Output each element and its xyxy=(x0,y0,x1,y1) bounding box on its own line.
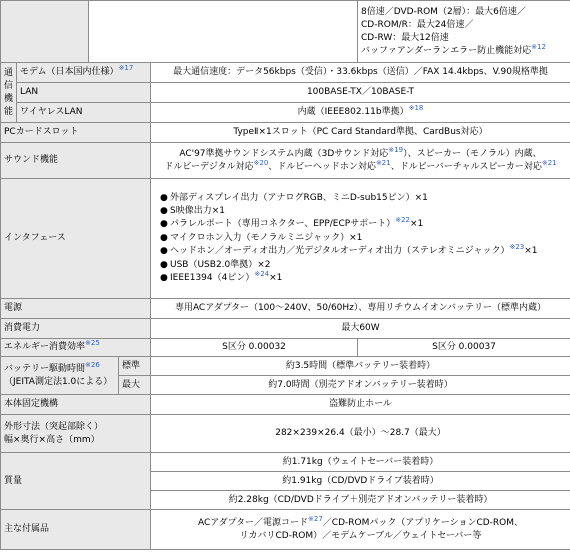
lock-value: 盗難防止ホール xyxy=(151,395,570,415)
efficiency-label: エネルギー消費効率$^{※25}$ xyxy=(1,339,151,357)
optical-line: CD-ROM/R：最大24倍速／ xyxy=(361,19,474,30)
weight-value-2: 約1.91kg（CD/DVDドライブ装着時） xyxy=(151,472,570,491)
footnote-21b: ※21 xyxy=(541,158,557,167)
modem-value: 最大通信速度：データ56kbps（受信）・33.6kbps（送信）／FAX 14.4kbps、V.90規格準拠 xyxy=(151,63,570,83)
accessories-row xyxy=(1,510,570,550)
modem-row xyxy=(1,63,570,83)
battery-label: バッテリー駆動時間$^{※26}$ （JEITA測定法1.0による） xyxy=(1,357,119,395)
wlan-value: 内蔵（IEEE802.11b準拠）$^{※18}$ xyxy=(151,103,570,123)
optical-blank-cell xyxy=(89,1,358,63)
footnote-26: ※26 xyxy=(85,360,100,369)
footnote-27: ※27 xyxy=(308,514,323,523)
lan-value: 100BASE-TX／10BASE-T xyxy=(151,83,570,103)
dims-label: 外形寸法（突起部除く） 幅×奥行×高さ（mm） xyxy=(1,415,151,453)
footnote-21: ※21 xyxy=(375,158,391,167)
list-item: ● S映像出力×1 xyxy=(160,205,225,216)
efficiency-value-1: S区分 0.00032 xyxy=(151,339,358,357)
interface-list xyxy=(154,192,567,286)
wlan-label: ワイヤレスLAN xyxy=(17,103,151,123)
battery-standard-row xyxy=(1,357,570,376)
list-item: ● 外部ディスプレイ出力（アナログRGB、ミニD-sub15ピン）×1 xyxy=(160,192,428,203)
weight-value-3: 約2.28kg（CD/DVDドライブ＋別売アドオンバッテリー装着時） xyxy=(151,491,570,510)
optical-line: バッファアンダーランエラー防止機能対応$^{※12}$ xyxy=(361,42,546,56)
sound-value xyxy=(151,143,570,179)
list-item: ● ヘッドホン／オーディオ出力／光デジタルオーディオ出力（ステレオミニジャック）$^{※23}$×1 xyxy=(160,243,538,257)
weight-label: 質量 xyxy=(1,453,151,510)
sound-label: サウンド機能 xyxy=(1,143,151,179)
footnote-17: ※17 xyxy=(118,64,134,72)
accessories-label: 主な付属品 xyxy=(1,510,151,550)
efficiency-value-2: S区分 0.00037 xyxy=(358,339,570,357)
power-value: 専用ACアダプター（100～240V、50/60Hz）、専用リチウムイオンバッテリー（標準内蔵） xyxy=(151,299,570,319)
lan-label: LAN xyxy=(17,83,151,103)
sound-row xyxy=(1,143,570,179)
weight-row xyxy=(1,453,570,472)
consumption-label: 消費電力 xyxy=(1,319,151,339)
list-item: ● パラレルポート（専用コネクター、EPP/ECPサポート）$^{※22}$×1 xyxy=(160,216,424,230)
optical-drive-row xyxy=(1,1,570,63)
dims-value: 282×239×26.4（最小）～28.7（最大） xyxy=(151,415,570,453)
interface-value xyxy=(151,179,570,299)
list-item: ● USB（USB2.0準拠）×2 xyxy=(160,259,271,270)
footnote-20: ※20 xyxy=(253,158,269,167)
accessories-value: ACアダプター／電源コード$^{※27}$／CD-ROMパック（アプリケーションCD-ROM、 リカバリCD-ROM）／モデムケーブル／ウェイトセーバー等 xyxy=(151,510,570,550)
interface-label: インタフェース xyxy=(1,179,151,299)
lan-row xyxy=(1,83,570,103)
lock-row xyxy=(1,395,570,415)
comm-group-label: 通 信 機 能 xyxy=(1,63,17,123)
power-row xyxy=(1,299,570,319)
sound-line-1: AC'97準拠サウンドシステム内蔵（3Dサウンド対応$^{※19}$）、スピーカー（モノラル）内蔵、 xyxy=(179,145,542,159)
list-item: ● マイクロホン入力（モノラルミニジャック）×1 xyxy=(160,232,363,243)
footnote-12: ※12 xyxy=(531,42,546,51)
footnote-18: ※18 xyxy=(408,104,424,112)
footnote-19: ※19 xyxy=(388,145,404,154)
pccard-label: PCカードスロット xyxy=(1,123,151,143)
battery-standard-label: 標準 xyxy=(119,357,151,376)
footnote-24: ※24 xyxy=(254,270,270,279)
lock-label: 本体固定機構 xyxy=(1,395,151,415)
dims-row xyxy=(1,415,570,453)
consumption-value: 最大60W xyxy=(151,319,570,339)
footnote-25: ※25 xyxy=(85,339,100,347)
pccard-value: TypeⅡ×1スロット（PC Card Standard準拠、CardBus対応） xyxy=(151,123,570,143)
interface-row xyxy=(1,179,570,299)
weight-value-1: 約1.71kg（ウェイトセーバー装着時） xyxy=(151,453,570,472)
sound-line-2: ドルビーデジタル対応$^{※20}$、ドルビーヘッドホン対応$^{※21}$、ドルビーバーチャルスピーカー対応$^{※21}$ xyxy=(164,158,557,172)
footnote-23: ※23 xyxy=(509,243,525,252)
optical-line: 8倍速／DVD-ROM（2層）：最大6倍速／ xyxy=(361,6,526,17)
efficiency-row xyxy=(1,339,570,357)
footnote-22: ※22 xyxy=(395,216,410,225)
optical-label-cell xyxy=(1,1,89,63)
battery-max-label: 最大 xyxy=(119,376,151,395)
list-item: ● IEEE1394（4ピン）$^{※24}$×1 xyxy=(160,270,283,284)
optical-drive-speeds xyxy=(358,1,570,63)
battery-standard-value: 約3.5時間（標準バッテリー装着時） xyxy=(151,357,570,376)
power-label: 電源 xyxy=(1,299,151,319)
pccard-row xyxy=(1,123,570,143)
modem-label: モデム（日本国内仕様）$^{※17}$ xyxy=(17,63,151,83)
optical-line: CD-RW：最大12倍速 xyxy=(361,32,449,43)
battery-max-value: 約7.0時間（別売アドオンバッテリー装着時） xyxy=(151,376,570,395)
consumption-row xyxy=(1,319,570,339)
wlan-row xyxy=(1,103,570,123)
